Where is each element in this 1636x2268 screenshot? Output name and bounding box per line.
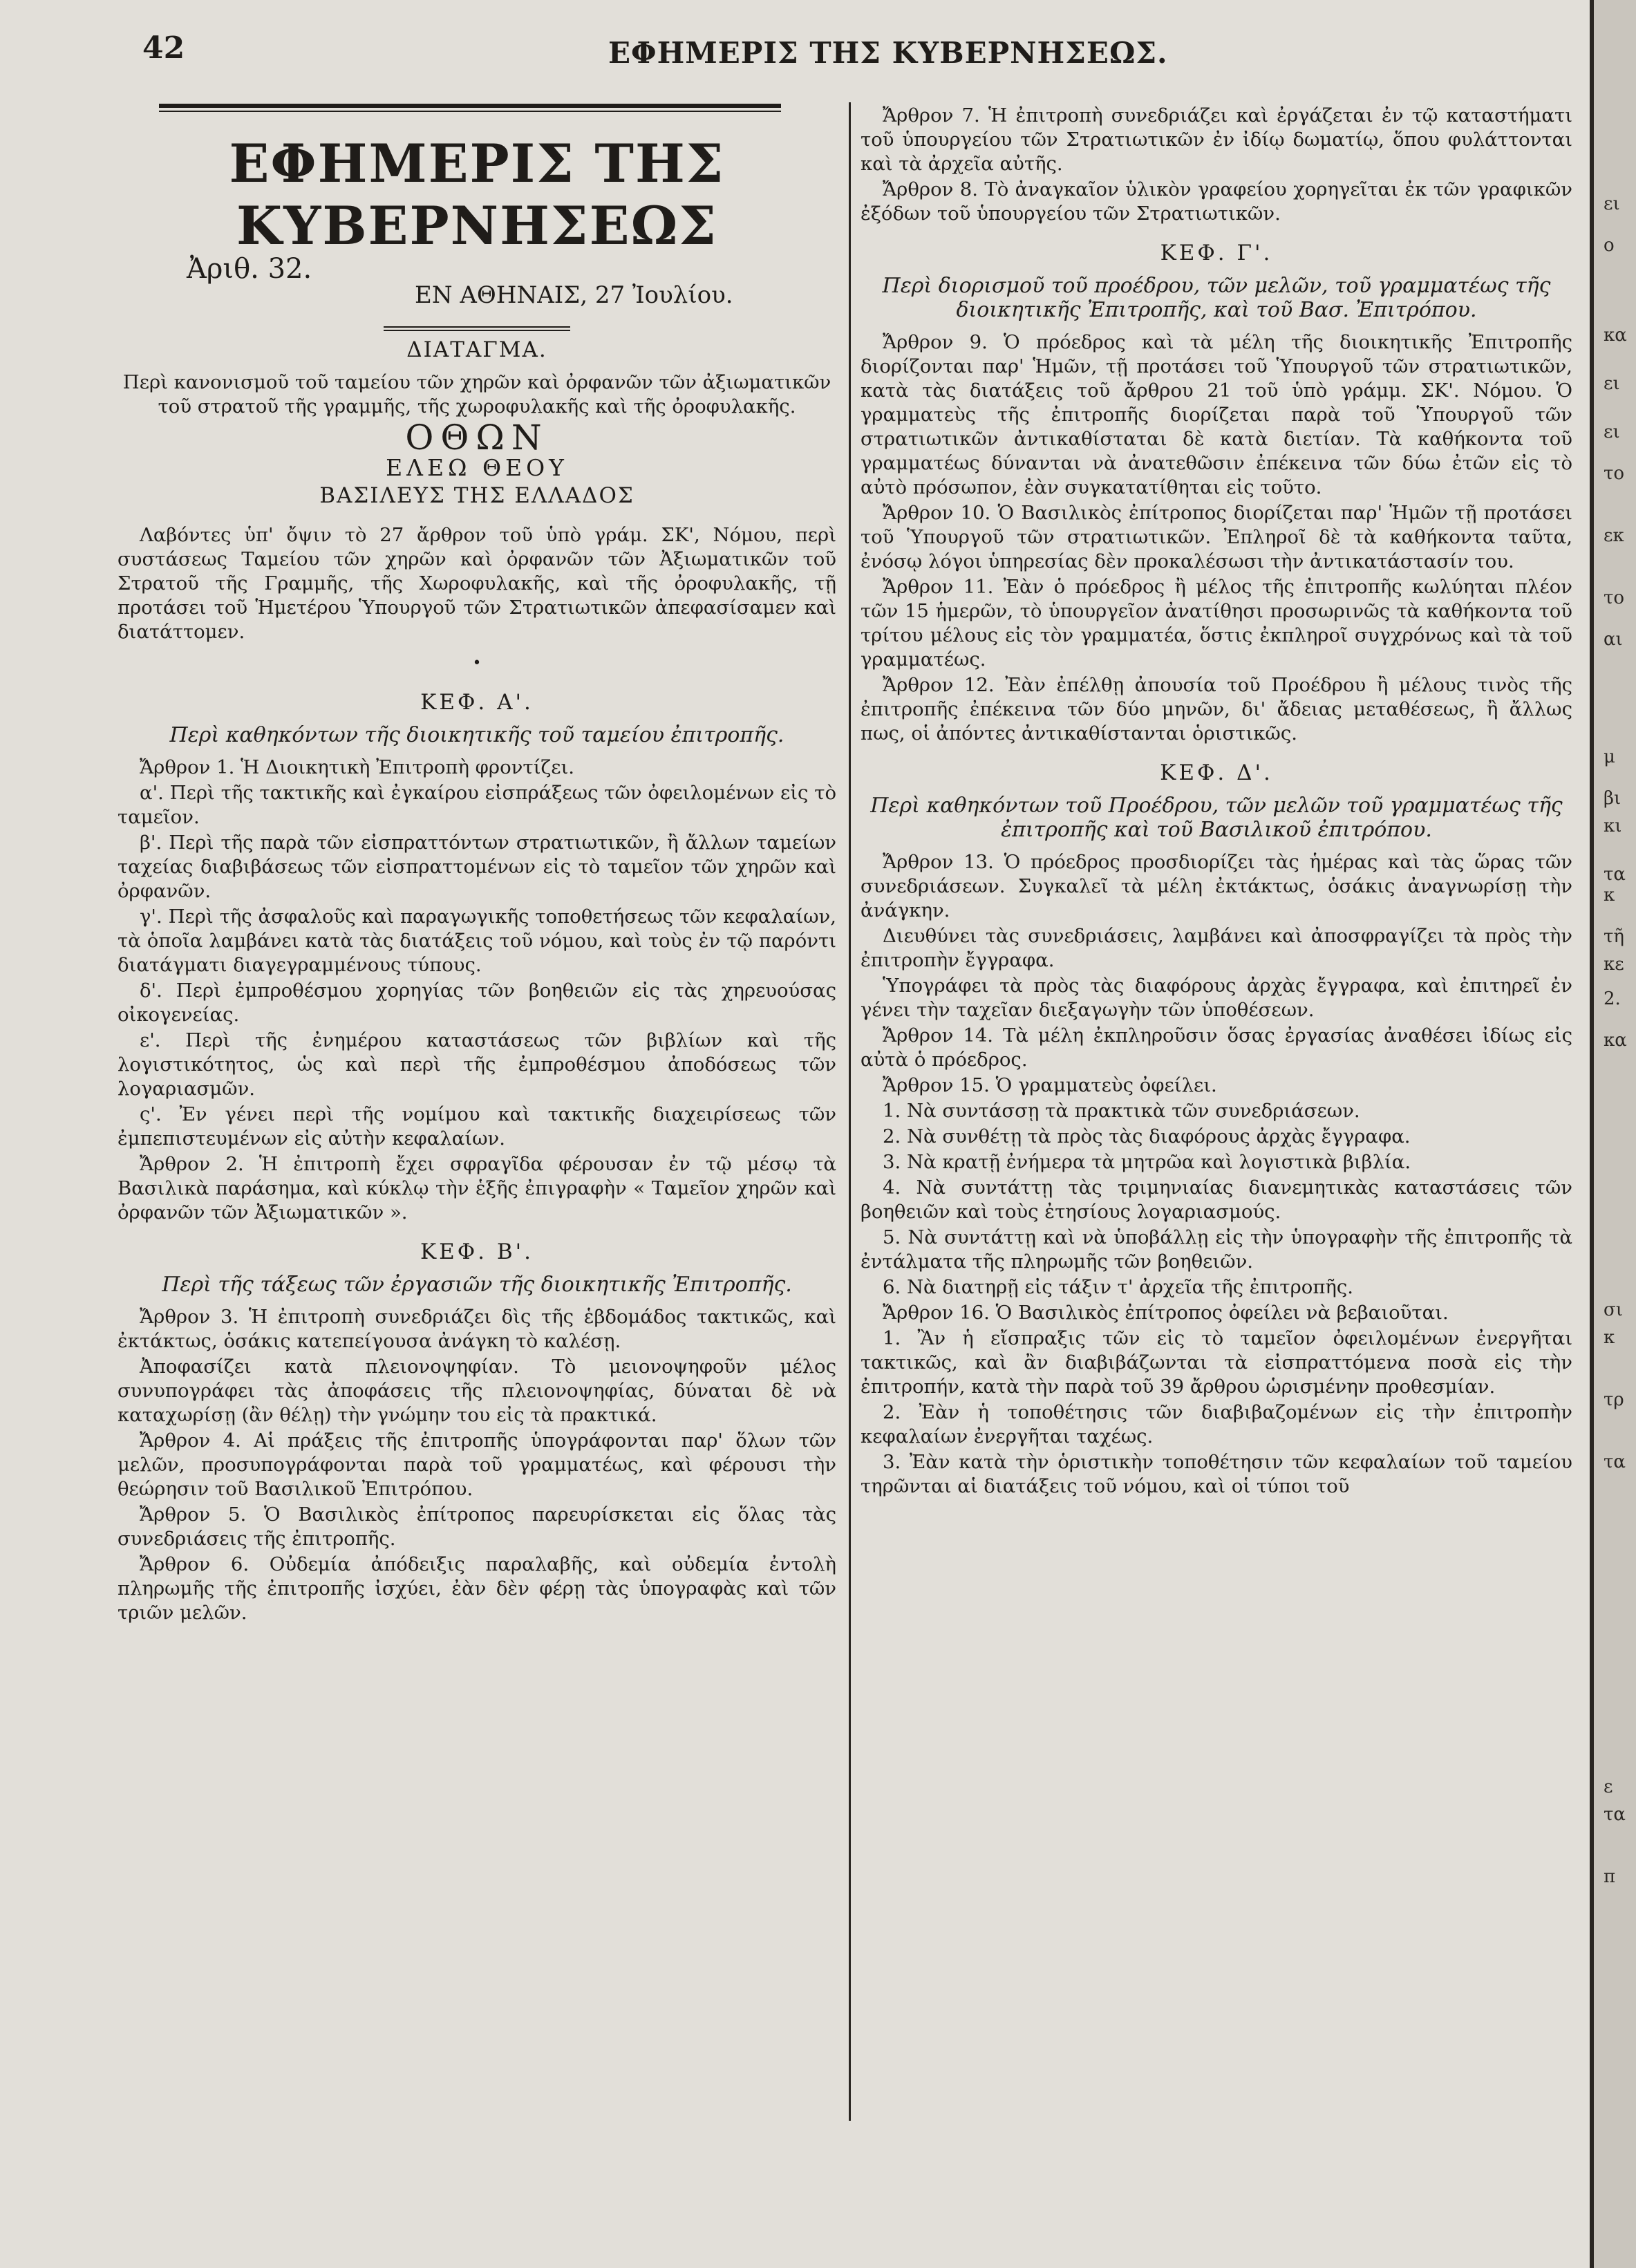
- masthead-title: ΕΦΗΜΕΡΙΣ ΤΗΣ ΚΥΒΕΡΝΗΣΕΩΣ: [229, 133, 725, 256]
- article-3-majority: Ἀποφασίζει κατὰ πλειονοψηφίαν. Τὸ μειονοψηφοῦν μέλος συνυπογράφει τὰς ἀποφάσεις τῆς πλειονοψηφίας, δύναται δὲ νὰ καταχωρίσῃ (ἂν θέλῃ) τὴν γνώμην του εἰς τὰ πρακτικά.: [117, 1356, 836, 1426]
- article-16-item-1: 1. Ἂν ἡ εἴσπραξις τῶν εἰς τὸ ταμεῖον ὀφειλομένων ἐνεργῆται τακτικῶς, καὶ ἂν διαβιβάζωνται τὰ εἰσπραττόμενα ποσὰ εἰς τὴν ἐπιτροπήν, κατὰ τὴν παρὰ τοῦ 39 ἄρθρου ὡρισμένην προθεσμίαν.: [861, 1327, 1572, 1398]
- article-4: Ἄρθρον 4. Αἱ πράξεις τῆς ἐπιτροπῆς ὑπογράφονται παρ' ὅλων τῶν μελῶν, προσυπογράφονται παρὰ τοῦ γραμματέως, καὶ φέρουσι τὴν θεώρησιν τοῦ Βασιλικοῦ Ἐπιτρόπου.: [117, 1430, 836, 1500]
- article-15: Ἄρθρον 15. Ὁ γραμματεὺς ὀφείλει.: [883, 1074, 1217, 1096]
- issue-place-date: ΕΝ ΑΘΗΝΑΙΣ, 27 Ἰουλίου.: [415, 281, 733, 309]
- article-3: Ἄρθρον 3. Ἡ ἐπιτροπὴ συνεδριάζει δὶς τῆς ἑβδομάδος τακτικῶς, καὶ ἐκτάκτως, ὁσάκις κατεπείγουσα ἀνάγκη τὸ καλέσῃ.: [117, 1306, 836, 1352]
- strip-fragment: κι: [1604, 816, 1622, 836]
- strip-fragment: π: [1604, 1866, 1616, 1887]
- chapter-a-heading: ΚΕΦ. Α'.: [420, 690, 534, 715]
- chapter-d-title: Περὶ καθηκόντων τοῦ Προέδρου, τῶν μελῶν τοῦ γραμματέως τῆς ἐπιτροπῆς καὶ τοῦ Βασιλικοῦ ἐπιτρόπου.: [870, 794, 1563, 842]
- article-6: Ἄρθρον 6. Οὐδεμία ἀπόδειξις παραλαβῆς, καὶ οὐδεμία ἐντολὴ πληρωμῆς τῆς ἐπιτροπῆς ἰσχύει, ἐὰν δὲν φέρῃ τὰς ὑπογραφὰς καὶ τῶν τριῶν μελῶν.: [117, 1553, 836, 1624]
- strip-fragment: αι: [1604, 629, 1623, 650]
- article-13-signs: Ὑπογράφει τὰ πρὸς τὰς διαφόρους ἀρχὰς ἔγγραφα, καὶ ἐπιτηρεῖ ἐν γένει τὴν ταχεῖαν διεξαγωγὴν τῶν ὑποθέσεων.: [861, 975, 1572, 1021]
- chapter-b-heading: ΚΕΦ. Β'.: [420, 1239, 534, 1264]
- masthead-rule-thin: [159, 111, 781, 112]
- king-title: ΒΑΣΙΛΕΥΣ ΤΗΣ ΕΛΛΑΔΟΣ: [319, 483, 634, 508]
- issue-number: Ἀριθ. 32.: [187, 253, 312, 285]
- strip-fragment: 2.: [1604, 988, 1621, 1009]
- issue-row: [117, 253, 836, 309]
- article-13-directs: Διευθύνει τὰς συνεδριάσεις, λαμβάνει καὶ ἀποσφραγίζει τὰ πρὸς τὴν ἐπιτροπὴν ἔγγραφα.: [861, 925, 1572, 971]
- right-column: [861, 104, 1572, 1500]
- article-5: Ἄρθρον 5. Ὁ Βασιλικὸς ἐπίτροπος παρευρίσκεται εἰς ὅλας τὰς συνεδριάσεις τῆς ἐπιτροπῆς.: [117, 1503, 836, 1550]
- strip-fragment: μ: [1604, 747, 1615, 767]
- chapter-b-title: Περὶ τῆς τάξεως τῶν ἐργασιῶν τῆς διοικητικῆς Ἐπιτροπῆς.: [162, 1273, 792, 1297]
- article-1-c: γ'. Περὶ τῆς ἀσφαλοῦς καὶ παραγωγικῆς τοποθετήσεως τῶν κεφαλαίων, τὰ ὁποῖα λαμβάνει κατὰ τὰς διατάξεις τοῦ νόμου, καὶ τοὺς ἐν τῷ παρόντι διατάγματι διαγεγραμμένους τύπους.: [117, 906, 836, 976]
- article-14: Ἄρθρον 14. Τὰ μέλη ἐκπληροῦσιν ὅσας ἐργασίας ἀναθέσει ἰδίως εἰς αὐτὰ ὁ πρόεδρος.: [861, 1024, 1572, 1071]
- running-head: [0, 28, 1590, 69]
- strip-fragment: τα: [1604, 864, 1626, 885]
- article-1-d: δ'. Περὶ ἐμπροθέσμου χορηγίας τῶν βοηθειῶν εἰς τὰς χηρευούσας οἰκογενείας.: [117, 980, 836, 1026]
- decree-label: ΔΙΑΤΑΓΜΑ.: [406, 337, 547, 362]
- strip-fragment: ει: [1604, 373, 1620, 394]
- by-grace-of-god: ΕΛΕΩ ΘΕΟΥ: [386, 454, 568, 481]
- decree-rule-top: [384, 326, 570, 328]
- article-16: Ἄρθρον 16. Ὁ Βασιλικὸς ἐπίτροπος ὀφείλει νὰ βεβαιοῦται.: [883, 1302, 1449, 1324]
- article-1-a: α'. Περὶ τῆς τακτικῆς καὶ ἐγκαίρου εἰσπράξεως τῶν ὀφειλομένων εἰς τὸ ταμεῖον.: [117, 782, 836, 828]
- strip-fragment: ει: [1604, 422, 1620, 442]
- chapter-d-heading: ΚΕΦ. Δ'.: [1160, 760, 1273, 785]
- chapter-a-title: Περὶ καθηκόντων τῆς διοικητικῆς τοῦ ταμείου ἐπιτροπῆς.: [169, 723, 784, 747]
- article-1-f: ς'. Ἐν γένει περὶ τῆς νομίμου καὶ τακτικῆς διαχειρίσεως τῶν ἐμπεπιστευμένων εἰς αὐτὴν κεφαλαίων.: [117, 1103, 836, 1150]
- column-divider: [849, 102, 851, 2121]
- decree-subject: Περὶ κανονισμοῦ τοῦ ταμείου τῶν χηρῶν καὶ ὀρφανῶν τῶν ἀξιωματικῶν τοῦ στρατοῦ τῆς γραμμῆς, τῆς χωροφυλακῆς καὶ τῆς ὀροφυλακῆς.: [122, 371, 831, 418]
- article-16-item-2: 2. Ἐὰν ἡ τοποθέτησις τῶν διαβιβαζομένων εἰς τὴν ἐπιτροπὴν κεφαλαίων ἐνεργῆται ταχέως.: [861, 1401, 1572, 1447]
- strip-fragment: βι: [1604, 788, 1621, 809]
- article-15-item-5: 5. Νὰ συντάττῃ καὶ νὰ ὑποβάλλῃ εἰς τὴν ὑπογραφὴν τῆς ἐπιτροπῆς τὰ ἐντάλματα τῆς πληρωμῆς τῶν βοηθειῶν.: [861, 1226, 1572, 1273]
- adjacent-page-strip: [1590, 0, 1636, 2268]
- article-2: Ἄρθρον 2. Ἡ ἐπιτροπὴ ἔχει σφραγῖδα φέρουσαν ἐν τῷ μέσῳ τὰ Βασιλικὰ παράσημα, καὶ κύκλῳ τὴν ἑξῆς ἐπιγραφὴν « Ταμεῖον χηρῶν καὶ ὀρφανῶν τῶν Ἀξιωματικῶν ».: [117, 1153, 836, 1224]
- decree-preamble: Λαβόντες ὑπ' ὄψιν τὸ 27 ἄρθρον τοῦ ὑπὸ γράμ. ΣΚ', Νόμου, περὶ συστάσεως Ταμείου τῶν χηρῶν καὶ ὀρφανῶν τῶν Ἀξιωματικῶν τοῦ Στρατοῦ τῆς Γραμμῆς, τῆς Χωροφυλακῆς, καὶ τῆς ὀροφυλακῆς, τῇ προτάσει τοῦ Ἡμετέρου Ὑπουργοῦ τῶν Στρατιωτικῶν ἀπεφασίσαμεν καὶ διατάττομεν.: [117, 524, 836, 643]
- left-column: [117, 104, 836, 1627]
- strip-fragment: σι: [1604, 1300, 1623, 1320]
- strip-fragment: κα: [1604, 325, 1627, 346]
- article-1-e: ε'. Περὶ τῆς ἐνημέρου καταστάσεως τῶν βιβλίων καὶ τῆς λογιστικότητος, ὡς καὶ περὶ τῆς ἐμπροθέσμου ἀποδόσεως τῶν λογαριασμῶν.: [117, 1029, 836, 1100]
- article-11: Ἄρθρον 11. Ἐὰν ὁ πρόεδρος ἢ μέλος τῆς ἐπιτροπῆς κωλύηται πλέον τῶν 15 ἡμερῶν, τὸ ὑπουργεῖον ἀνατίθησι προσωρινῶς τὰ καθήκοντα τοῦ τρίτου μέλους εἰς τὸν γραμματέα, ὅστις ἐκπληροῖ συγχρόνως καὶ τὰ τοῦ γραμματέως.: [861, 576, 1572, 671]
- article-16-item-3: 3. Ἐὰν κατὰ τὴν ὁριστικὴν τοποθέτησιν τῶν κεφαλαίων τοῦ ταμείου τηρῶνται αἱ διατάξεις τοῦ νόμου, καὶ οἱ τύποι τοῦ: [861, 1451, 1572, 1497]
- article-15-item-2: 2. Νὰ συνθέτῃ τὰ πρὸς τὰς διαφόρους ἀρχὰς ἔγγραφα.: [883, 1125, 1411, 1147]
- article-7: Ἄρθρον 7. Ἡ ἐπιτροπὴ συνεδριάζει καὶ ἐργάζεται ἐν τῷ καταστήματι τοῦ ὑπουργείου τῶν Στρατιωτικῶν ἐν ἰδίῳ δωματίῳ, ὅπου φυλάττονται καὶ τὰ ἀρχεῖα αὐτῆς.: [861, 104, 1572, 175]
- separator-mark: •: [472, 655, 482, 672]
- article-1: Ἄρθρον 1. Ἡ Διοικητικὴ Ἐπιτροπὴ φροντίζει.: [140, 756, 575, 778]
- strip-fragment: ο: [1604, 235, 1615, 256]
- strip-fragment: το: [1604, 463, 1625, 484]
- page-number: 42: [142, 30, 185, 66]
- masthead-rule-top: [159, 104, 781, 108]
- running-title: ΕΦΗΜΕΡΙΣ ΤΗΣ ΚΥΒΕΡΝΗΣΕΩΣ.: [608, 36, 1168, 70]
- strip-fragment: κ: [1604, 885, 1615, 906]
- article-12: Ἄρθρον 12. Ἐὰν ἐπέλθῃ ἀπουσία τοῦ Προέδρου ἢ μέλους τινὸς τῆς ἐπιτροπῆς ἐπέκεινα τῶν δύο μηνῶν, δι' ἄδειας μεταθέσεως, ἢ ἄλλως πως, οἱ ἀπόντες ἀντικαθίστανται ὁριστικῶς.: [861, 674, 1572, 744]
- strip-fragment: τρ: [1604, 1389, 1624, 1410]
- strip-fragment: το: [1604, 588, 1625, 608]
- strip-fragment: κ: [1604, 1327, 1615, 1348]
- article-15-item-1: 1. Νὰ συντάσσῃ τὰ πρακτικὰ τῶν συνεδριάσεων.: [883, 1100, 1360, 1122]
- article-8: Ἄρθρον 8. Τὸ ἀναγκαῖον ὑλικὸν γραφείου χορηγεῖται ἐκ τῶν γραφικῶν ἐξόδων τοῦ ὑπουργείου τῶν Στρατιωτικῶν.: [861, 178, 1572, 225]
- article-13: Ἄρθρον 13. Ὁ πρόεδρος προσδιορίζει τὰς ἡμέρας καὶ τὰς ὥρας τῶν συνεδριάσεων. Συγκαλεῖ τὰ μέλη ἐκτάκτως, ὁσάκις ἀναγνωρίσῃ τὴν ἀνάγκην.: [861, 851, 1572, 921]
- article-9: Ἄρθρον 9. Ὁ πρόεδρος καὶ τὰ μέλη τῆς διοικητικῆς Ἐπιτροπῆς διορίζονται παρ' Ἡμῶν, τῇ προτάσει τοῦ Ὑπουργοῦ τῶν στρατιωτικῶν, κατὰ τὰς διατάξεις τοῦ ἄρθρου 21 τοῦ ὑπὸ γράμμ. ΣΚ'. Νόμου. Ὁ γραμματεὺς τῆς ἐπιτροπῆς διορίζεται παρὰ τοῦ Ὑπουργοῦ τῶν στρατιωτικῶν ἀντικαθίσταται δὲ κατὰ διετίαν. Τὰ καθήκοντα τοῦ γραμματέως δύνανται νὰ ἀνατεθῶσιν ἐπέκεινα τῶν δύω ἐτῶν εἰς τὸ αὐτὸ πρόσωπον, ἐὰν συγκατατίθηται εἰς τοῦτο.: [861, 331, 1572, 498]
- chapter-c-title: Περὶ διορισμοῦ τοῦ προέδρου, τῶν μελῶν, τοῦ γραμματέως τῆς διοικητικῆς Ἐπιτροπῆς, καὶ τοῦ Βασ. Ἐπιτρόπου.: [882, 274, 1551, 322]
- decree-rule-bottom: [384, 330, 570, 331]
- article-15-item-6: 6. Νὰ διατηρῇ εἰς τάξιν τ' ἀρχεῖα τῆς ἐπιτροπῆς.: [883, 1276, 1354, 1298]
- article-10: Ἄρθρον 10. Ὁ Βασιλικὸς ἐπίτροπος διορίζεται παρ' Ἡμῶν τῇ προτάσει τοῦ Ὑπουργοῦ τῶν στρατιωτικῶν. Ἐπληροῖ δὲ τὰ καθήκοντα ταῦτα, ἐνόσῳ λόγοι ὑπηρεσίας δὲν προκαλέσωσι τὴν ἀντικατάστασίν του.: [861, 502, 1572, 572]
- chapter-c-heading: ΚΕΦ. Γ'.: [1160, 241, 1273, 265]
- king-name: ΟΘΩΝ: [405, 418, 549, 458]
- article-15-item-4: 4. Νὰ συντάττῃ τὰς τριμηνιαίας διανεμητικὰς καταστάσεις τῶν βοηθειῶν καὶ τοὺς ἐτησίους λογαριασμούς.: [861, 1177, 1572, 1223]
- article-15-item-3: 3. Νὰ κρατῇ ἐνήμερα τὰ μητρῶα καὶ λογιστικὰ βιβλία.: [883, 1151, 1411, 1173]
- strip-fragment: τα: [1604, 1804, 1626, 1825]
- strip-fragment: τῆ: [1604, 926, 1624, 947]
- strip-fragment: κα: [1604, 1030, 1627, 1051]
- article-1-b: β'. Περὶ τῆς παρὰ τῶν εἰσπραττόντων στρατιωτικῶν, ἢ ἄλλων ταμείων ταχείας διαβιβάσεως τῶν εἰσπραττομένων εἰς τὸ ταμεῖον τῶν χηρῶν καὶ ὀρφανῶν.: [117, 832, 836, 902]
- strip-fragment: ε: [1604, 1777, 1613, 1797]
- strip-fragment: τα: [1604, 1452, 1626, 1472]
- strip-fragment: εκ: [1604, 525, 1624, 546]
- strip-fragment: κε: [1604, 954, 1624, 975]
- strip-fragment: ει: [1604, 194, 1620, 214]
